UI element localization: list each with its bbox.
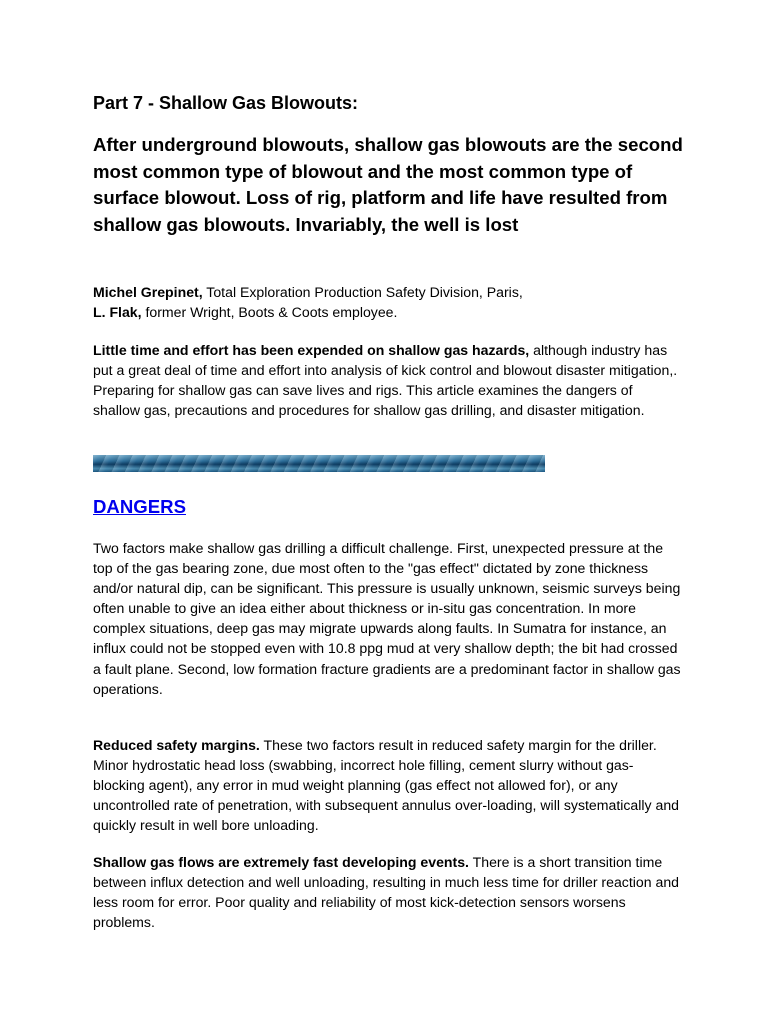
decorative-divider-bar xyxy=(93,455,545,472)
body-paragraph xyxy=(93,852,683,932)
author-name: L. Flak, xyxy=(93,304,142,320)
paragraph-bold-lead: Shallow gas flows are extremely fast developing events. xyxy=(93,854,469,870)
intro-paragraph xyxy=(93,340,683,420)
body-paragraph xyxy=(93,735,683,835)
lead-paragraph: After underground blowouts, shallow gas blowouts are the second most common type of blowout and the most common type of surface blowout. Loss of rig, platform and life have resulted from shallow gas blowouts. Invariably, the well is lost xyxy=(93,134,683,235)
author-name: Michel Grepinet, xyxy=(93,284,203,300)
part-title: Part 7 - Shallow Gas Blowouts: xyxy=(93,93,359,113)
author-line xyxy=(93,302,683,322)
intro-bold-lead: Little time and effort has been expended on shallow gas hazards, xyxy=(93,342,530,358)
author-affiliation: former Wright, Boots & Coots employee. xyxy=(141,304,398,320)
author-line xyxy=(93,282,683,302)
body-paragraph xyxy=(93,538,683,699)
intro-text: although industry has put a great deal of time and effort into analysis of kick control and blowout disaster mitigation,. Preparing for shallow gas can save lives and rigs. This article examines the dangers of shallow gas, precautions and procedures for shallow gas drilling, and disaster mitigation. xyxy=(93,342,678,418)
paragraph-bold-lead: Reduced safety margins. xyxy=(93,737,260,753)
paragraph-text: There is a short transition time between influx detection and well unloading, resulting in much less time for driller reaction and less room for error. Poor quality and reliability of most kick-detection sensors worsens problems. xyxy=(93,854,679,930)
authors-block xyxy=(93,282,683,322)
paragraph-text: These two factors result in reduced safety margin for the driller. Minor hydrostatic head loss (swabbing, incorrect hole filling, cement slurry without gas-blocking agent), any error in mud weight planning (gas effect not allowed for), or any uncontrolled rate of penetration, with subsequent annulus over-loading, will systematically and quickly result in well bore unloading. xyxy=(93,737,680,833)
author-affiliation: Total Exploration Production Safety Division, Paris, xyxy=(202,284,523,300)
paragraph-text: Two factors make shallow gas drilling a difficult challenge. First, unexpected pressure at the top of the gas bearing zone, due most often to the "gas effect" dictated by zone thickness and/or natural dip, can be significant. This pressure is usually unknown, seismic surveys being often unable to give an idea either about thickness or in-situ gas concentration. In more complex situations, deep gas may migrate upwards along faults. In Sumatra for instance, an influx could not be stopped even with 10.8 ppg mud at very shallow depth; the bit had crossed a fault plane. Second, low formation fracture gradients are a predominant factor in shallow gas operations. xyxy=(93,540,681,697)
dangers-heading-link[interactable]: DANGERS xyxy=(93,496,186,517)
